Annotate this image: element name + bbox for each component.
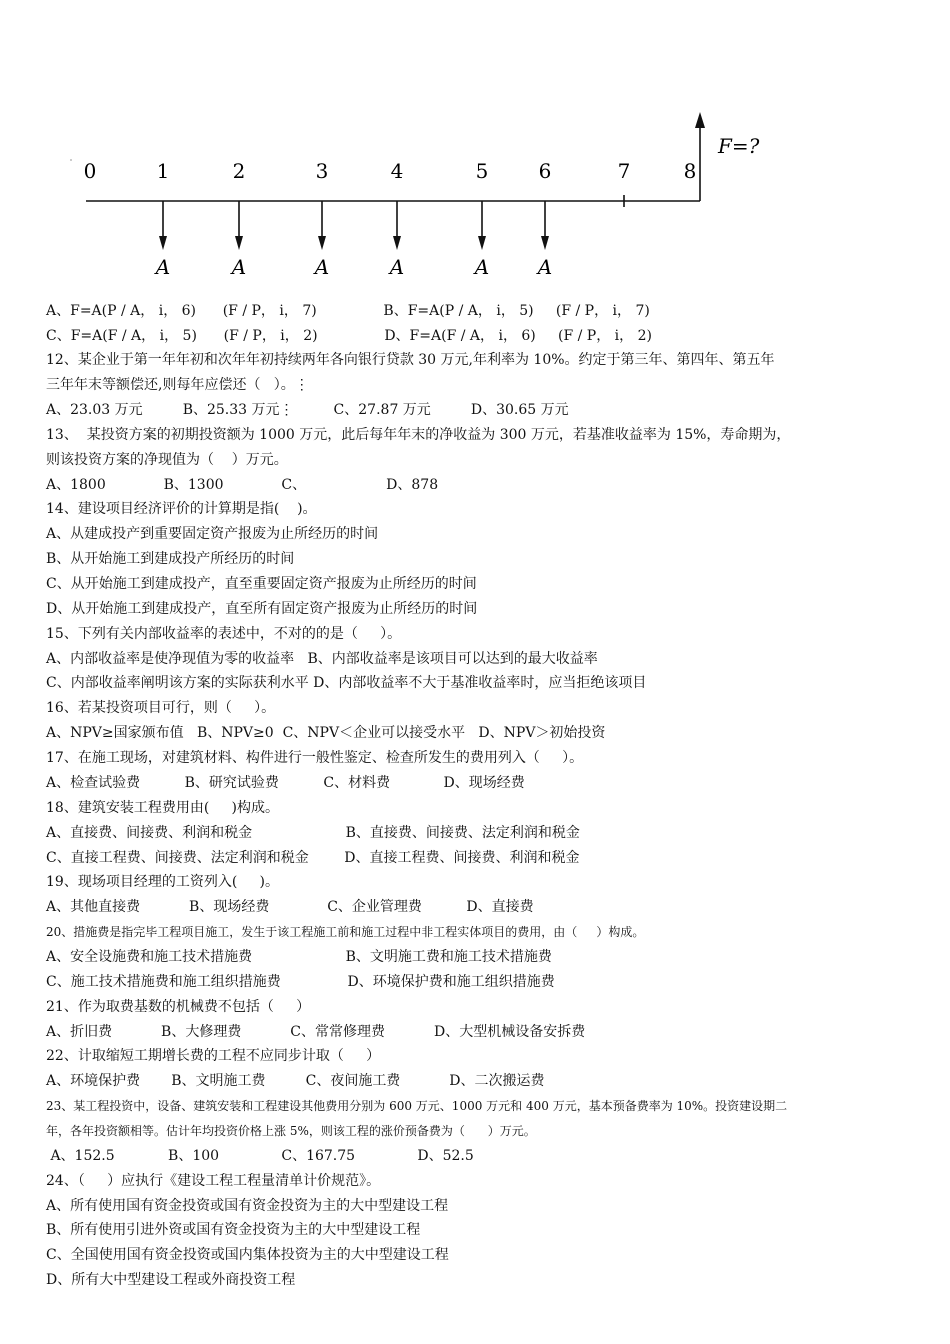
payment-arrow-head [541, 236, 549, 250]
payment-arrow-head [393, 236, 401, 250]
text-line: 22、计取缩短工期增长费的工程不应同步计取（ ） [46, 1048, 381, 1064]
text-line: 19、现场项目经理的工资列入( )。 [46, 874, 279, 890]
period-label-0: 0 [83, 159, 97, 183]
text-line: C、F=A(F / A， i， 5) (F / P， i， 2) D、F=A(F / A， i， 6) (F / P， i， 2) [46, 328, 652, 344]
future-value-label: F=? [718, 134, 760, 158]
text-line: A、1800 B、1300 C、 D、878 [46, 477, 439, 493]
text-line: B、所有使用引进外资或国有资金投资为主的大中型建设工程 [46, 1222, 421, 1238]
payment-label-a: A [231, 255, 247, 279]
text-line: A、安全设施费和施工技术措施费 B、文明施工费和施工技术措施费 [46, 949, 552, 965]
period-label-4: 4 [390, 159, 404, 183]
text-line: C、全国使用国有资金投资或国内集体投资为主的大中型建设工程 [46, 1247, 449, 1263]
text-line: D、所有大中型建设工程或外商投资工程 [46, 1272, 296, 1288]
text-line: 17、在施工现场，对建筑材料、构件进行一般性鉴定、检查所发生的费用列入（ ）。 [46, 750, 584, 766]
text-line: A、环境保护费 B、文明施工费 C、夜间施工费 D、二次搬运费 [46, 1073, 545, 1089]
text-line: 12、某企业于第一年年初和次年年初持续两年各向银行贷款 30 万元,年利率为 10%。约定于第三年、第四年、第五年 [46, 352, 775, 368]
text-line: 三年年末等额偿还,则每年应偿还（ ）。⋮ [46, 377, 309, 393]
text-line: A、F=A(P / A， i， 6) (F / P， i， 7) B、F=A(P / A， i， 5) (F / P， i， 7) [46, 303, 650, 319]
payment-label-a: A [389, 255, 405, 279]
payment-label-a: A [314, 255, 330, 279]
text-line: 23、某工程投资中，设备、建筑安装和工程建设其他费用分别为 600 万元、1000 万元和 400 万元，基本预备费率为 10%。投资建设期二 [46, 1099, 788, 1113]
text-line: C、施工技术措施费和施工组织措施费 D、环境保护费和施工组织措施费 [46, 974, 555, 990]
text-line: B、从开始施工到建成投产所经历的时间 [46, 551, 295, 567]
text-line: 16、若某投资项目可行，则（ ）。 [46, 700, 276, 716]
text-line: A、折旧费 B、大修理费 C、常常修理费 D、大型机械设备安拆费 [46, 1024, 586, 1040]
text-line: A、检查试验费 B、研究试验费 C、材料费 D、现场经费 [46, 775, 525, 791]
period-label-8: 8 [683, 159, 697, 183]
text-line: D、从开始施工到建成投产，直至所有固定资产报废为止所经历的时间 [46, 601, 478, 617]
text-line: C、内部收益率阐明该方案的实际获利水平 D、内部收益率不大于基准收益率时，应当拒绝该项目 [46, 675, 647, 691]
text-line: A、NPV≥国家颁布值 B、NPV≥0 C、NPV＜企业可以接受水平 D、NPV＞初始投资 [46, 725, 606, 741]
period-label-5: 5 [475, 159, 489, 183]
payment-label-a: A [474, 255, 490, 279]
text-line: A、内部收益率是使净现值为零的收益率 B、内部收益率是该项目可以达到的最大收益率 [46, 651, 598, 667]
future-value-arrow-head [695, 112, 705, 128]
text-line: C、从开始施工到建成投产，直至重要固定资产报废为止所经历的时间 [46, 576, 477, 592]
payment-arrow-head [318, 236, 326, 250]
text-line: 18、建筑安装工程费用由( )构成。 [46, 800, 279, 816]
text-line: C、直接工程费、间接费、法定利润和税金 D、直接工程费、间接费、利润和税金 [46, 850, 580, 866]
text-line: 13、 某投资方案的初期投资额为 1000 万元，此后每年年末的净收益为 300 万元，若基准收益率为 15%，寿命期为， [46, 427, 791, 443]
period-label-2: 2 [232, 159, 246, 183]
text-line: A、直接费、间接费、利润和税金 B、直接费、间接费、法定利润和税金 [46, 825, 580, 841]
payment-arrow-head [478, 236, 486, 250]
payment-arrow-head [159, 236, 167, 250]
payment-label-a: A [537, 255, 553, 279]
text-line: 20、措施费是指完毕工程项目施工，发生于该工程施工前和施工过程中非工程实体项目的费用，由（ ）构成。 [46, 925, 645, 939]
text-line: 21、作为取费基数的机械费不包括（ ） [46, 999, 311, 1015]
period-label-3: 3 [315, 159, 329, 183]
text-line: A、其他直接费 B、现场经费 C、企业管理费 D、直接费 [46, 899, 534, 915]
text-line: A、23.03 万元 B、25.33 万元⋮ C、27.87 万元 D、30.65 万元 [46, 402, 569, 418]
payment-arrow-head [235, 236, 243, 250]
period-label-6: 6 [538, 159, 552, 183]
text-line: A、所有使用国有资金投资或国有资金投资为主的大中型建设工程 [46, 1198, 449, 1214]
cash-flow-diagram [0, 0, 950, 290]
text-line: 14、建设项目经济评价的计算期是指( )。 [46, 501, 317, 517]
text-line: 15、下列有关内部收益率的表述中，不对的的是（ ）。 [46, 626, 402, 642]
period-label-7: 7 [617, 159, 631, 183]
text-line: 则该投资方案的净现值为（ ）万元。 [46, 452, 288, 468]
text-line: A、152.5 B、100 C、167.75 D、52.5 [46, 1148, 474, 1164]
text-line: A、从建成投产到重要固定资产报废为止所经历的时间 [46, 526, 379, 542]
text-line: 24、（ ）应执行《建设工程工程量清单计价规范》。 [46, 1173, 381, 1189]
period-label-1: 1 [156, 159, 170, 183]
payment-label-a: A [155, 255, 171, 279]
text-line: 年，各年投资额相等。估计年均投资价格上涨 5%，则该工程的涨价预备费为（ ）万元。 [46, 1124, 536, 1138]
